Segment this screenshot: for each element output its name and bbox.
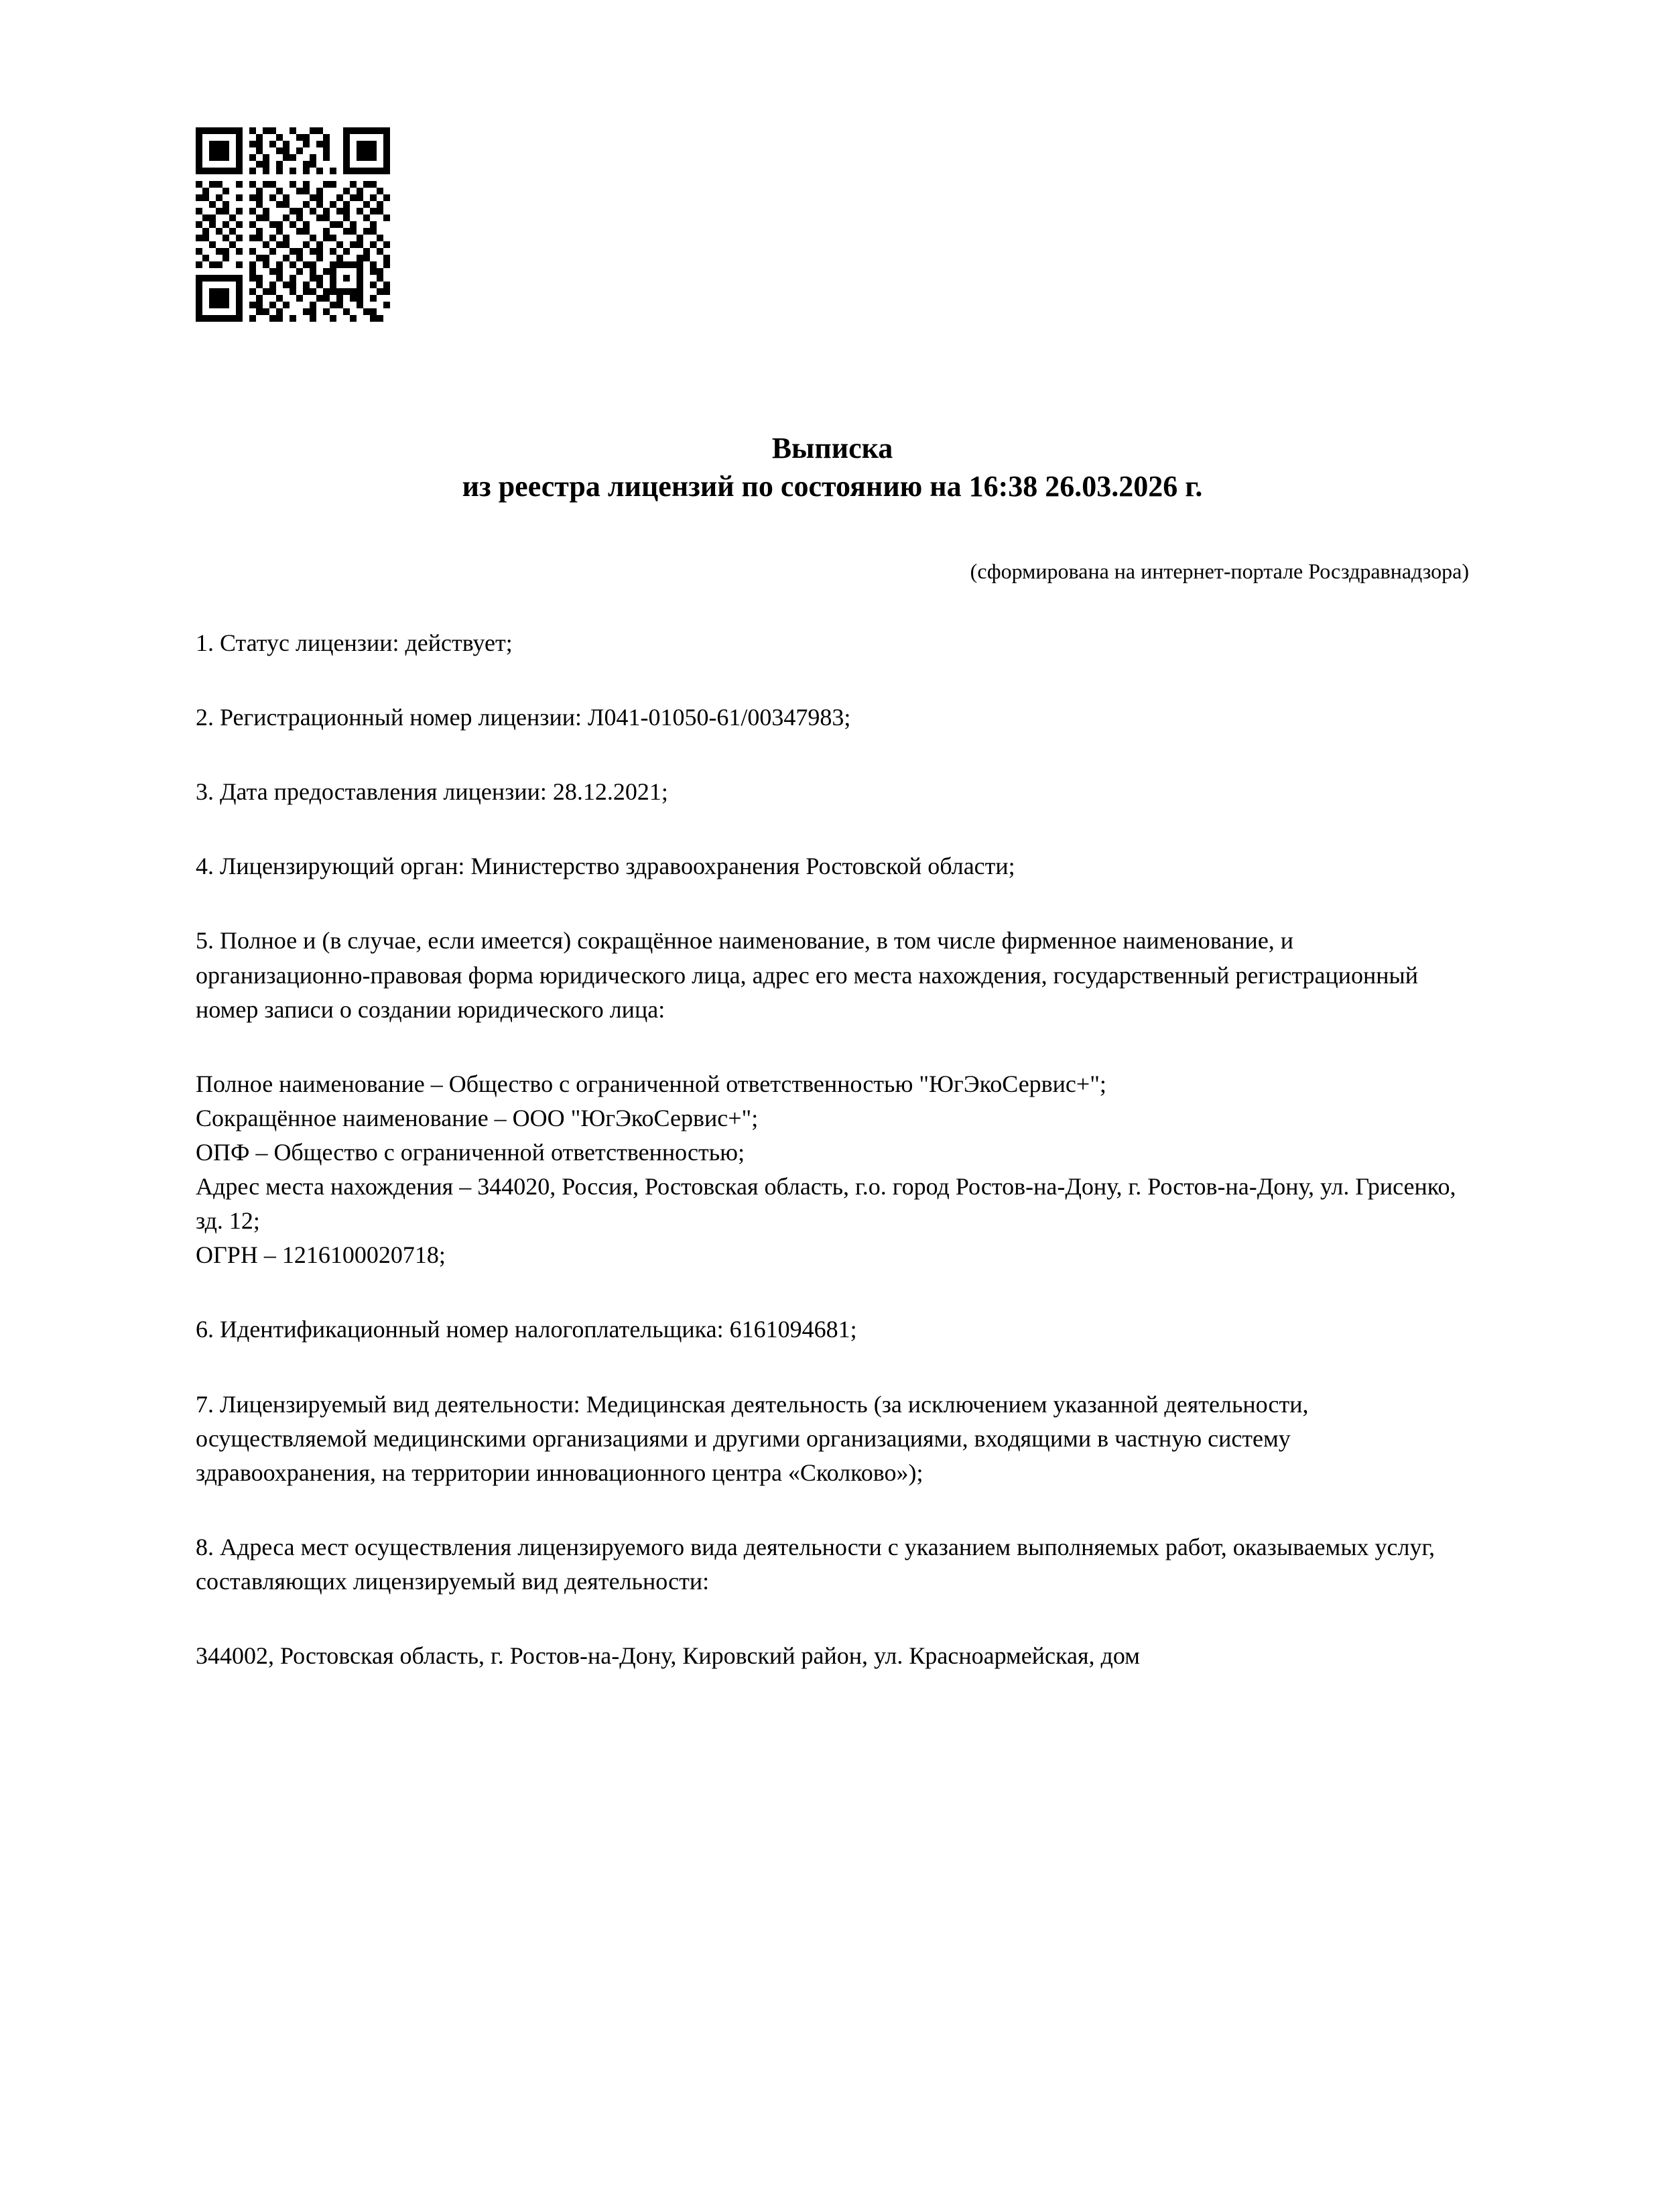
title-line-2: из реестра лицензий по состоянию на 16:38 26.03.2026 г. bbox=[462, 470, 1203, 503]
page-title bbox=[196, 429, 1469, 505]
item-entity-names-heading: 5. Полное и (в случае, если имеется) сокращённое наименование, в том числе фирменное наименование, и организационно-правовая форма юридического лица, адрес его места нахождения, государственный регистрационный номер записи о создании юридического лица: bbox=[196, 927, 1419, 1023]
entity-full-name: Полное наименование – Общество с ограниченной ответственностью "ЮгЭкоСервис+"; bbox=[196, 1070, 1106, 1097]
title-line-1: Выписка bbox=[771, 432, 893, 465]
document-subtitle: (сформирована на интернет-портале Росздравнадзора) bbox=[970, 559, 1469, 584]
item-issue-date: 3. Дата предоставления лицензии: 28.12.2021; bbox=[196, 778, 668, 806]
item-status: 1. Статус лицензии: действует; bbox=[196, 629, 513, 656]
entity-address: Адрес места нахождения – 344020, Россия, Ростовская область, г.о. город Ростов-на-Дону, г. Ростов-на-Дону, ул. Грисенко, зд. 12; bbox=[196, 1173, 1456, 1235]
item-activity-addresses-heading: 8. Адреса мест осуществления лицензируемого вида деятельности с указанием выполняемых работ, оказываемых услуг, составляющих лицензируемый вид деятельности: bbox=[196, 1533, 1435, 1595]
entity-short-name: Сокращённое наименование – ООО "ЮгЭкоСервис+"; bbox=[196, 1104, 759, 1131]
activity-address-first: 344002, Ростовская область, г. Ростов-на-Дону, Кировский район, ул. Красноармейская, дом bbox=[196, 1642, 1140, 1670]
entity-details-block bbox=[196, 1067, 1469, 1273]
item-inn: 6. Идентификационный номер налогоплательщика: 6161094681; bbox=[196, 1316, 857, 1343]
item-registration-number: 2. Регистрационный номер лицензии: Л041-01050-61/00347983; bbox=[196, 704, 851, 731]
entity-legal-form: ОПФ – Общество с ограниченной ответственностью; bbox=[196, 1138, 745, 1166]
entity-ogrn: ОГРН – 1216100020718; bbox=[196, 1241, 446, 1269]
item-activity-type: 7. Лицензируемый вид деятельности: Медицинская деятельность (за исключением указанной деятельности, осуществляемой медицинскими организациями и другими организациями, входящими в частную систему здравоохранения, на территории инновационного центра «Сколково»); bbox=[196, 1390, 1309, 1486]
document-content bbox=[196, 429, 1469, 1673]
qr-code-icon bbox=[196, 127, 390, 322]
item-licensing-authority: 4. Лицензирующий орган: Министерство здравоохранения Ростовской области; bbox=[196, 853, 1015, 880]
